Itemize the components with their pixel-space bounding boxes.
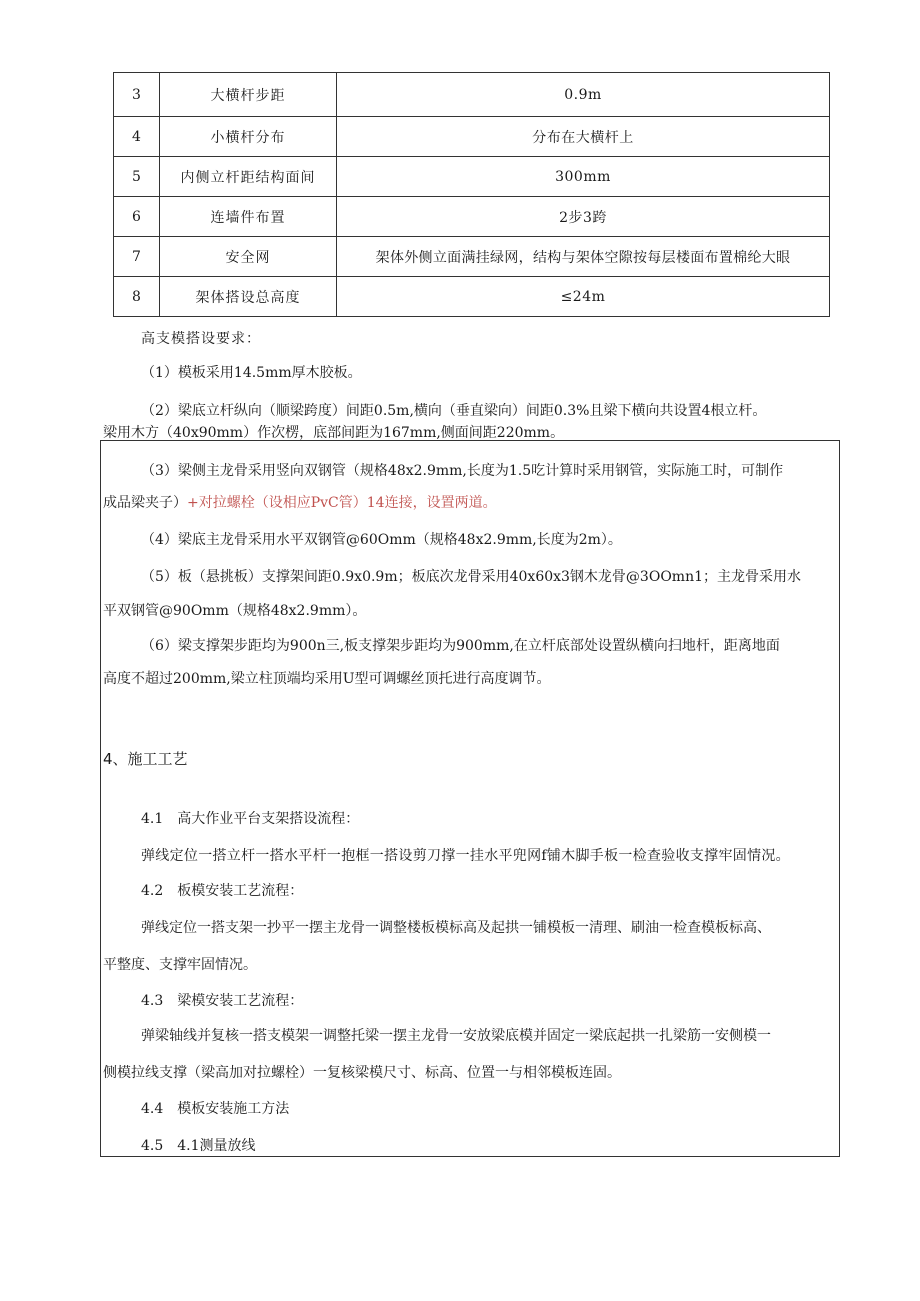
row-value: 架体外侧立面满挂绿网，结构与架体空隙按每层楼面布置棉纶大眼 xyxy=(337,237,830,277)
row-number: 3 xyxy=(114,73,160,117)
requirements-title: 高支模搭设要求： xyxy=(141,331,261,347)
requirement-3-line1: （3）梁侧主龙骨采用竖向双钢管（规格48x2.9mm,长度为1.5吃计算时采用钢管，实际施工时，可制作 xyxy=(141,463,784,479)
row-value: ≤24m xyxy=(337,277,830,317)
requirement-4: （4）梁底主龙骨采用水平双钢管@60Omm（规格48x2.9mm,长度为2m）。 xyxy=(141,532,622,548)
section-4-3-line2: 侧模拉线支撑（梁高加对拉螺栓）一复核梁模尺寸、标高、位置一与相邻模板连固。 xyxy=(103,1065,621,1081)
requirement-6-line2: 高度不超过200mm,梁立柱顶端均采用U型可调螺丝顶托进行高度调节。 xyxy=(103,671,551,687)
table-row xyxy=(114,157,830,197)
requirement-3-line2 xyxy=(103,492,497,512)
section-4-3-label: 4.3 梁模安装工艺流程： xyxy=(141,993,304,1009)
section-4-1-text: 弹线定位一搭立杆一搭水平杆一抱框一搭设剪刀撑一挂水平兜网f铺木脚手板一检查验收支撑牢固情况。 xyxy=(141,848,790,864)
requirement-3-text: 成品梁夹子） xyxy=(103,495,187,511)
table-row xyxy=(114,117,830,157)
requirement-5-line1: （5）板（悬挑板）支撑架间距0.9x0.9m；板底次龙骨采用40x60x3钢木龙骨@3OOmn1；主龙骨采用水 xyxy=(141,569,801,585)
row-number: 8 xyxy=(114,277,160,317)
section-4-1-label: 4.1 高大作业平台支架搭设流程： xyxy=(141,811,360,827)
row-number: 6 xyxy=(114,197,160,237)
row-item: 小横杆分布 xyxy=(160,117,337,157)
section-4-2-line1: 弹线定位一搭支架一抄平一摆主龙骨一调整楼板模标高及起拱一铺模板一清理、刷油一检查模板标高、 xyxy=(141,920,771,936)
row-item: 连墙件布置 xyxy=(160,197,337,237)
row-number: 5 xyxy=(114,157,160,197)
row-number: 7 xyxy=(114,237,160,277)
requirement-6-line1: （6）梁支撑架步距均为900n三,板支撑架步距均为900mm,在立杆底部处设置纵横向扫地杆，距离地面 xyxy=(141,638,780,654)
table-row xyxy=(114,237,830,277)
section-4-2-line2: 平整度、支撑牢固情况。 xyxy=(103,957,257,973)
row-value: 2步3跨 xyxy=(337,197,830,237)
row-value: 300mm xyxy=(337,157,830,197)
requirement-5-line2: 平双钢管@90Omm（规格48x2.9mm）。 xyxy=(103,603,367,619)
table-row xyxy=(114,73,830,117)
parameter-table xyxy=(113,72,830,317)
table-row xyxy=(114,277,830,317)
row-item: 内侧立杆距结构面间 xyxy=(160,157,337,197)
table-row xyxy=(114,197,830,237)
requirement-3-red-text: +对拉螺栓（设相应PvC管）14连接，设置两道。 xyxy=(187,495,497,511)
section-4-3-line1: 弹梁轴线并复核一搭支模架一调整托梁一摆主龙骨一安放梁底模并固定一梁底起拱一扎梁筋一安侧模一 xyxy=(141,1028,771,1044)
row-item: 大横杆步距 xyxy=(160,73,337,117)
section-4-4: 4.4 模板安装施工方法 xyxy=(141,1101,290,1117)
requirement-2-line2: 梁用木方（40x90mm）作次楞，底部间距为167mm,侧面间距220mm。 xyxy=(103,425,565,441)
requirement-1: （1）模板采用14.5mm厚木胶板。 xyxy=(141,365,362,381)
row-value: 0.9m xyxy=(337,73,830,117)
requirement-2-line1: （2）梁底立杆纵向（顺梁跨度）间距0.5m,横向（垂直梁向）间距0.3%且梁下横向共设置4根立杆。 xyxy=(141,403,767,419)
row-number: 4 xyxy=(114,117,160,157)
section-title: 4、施工工艺 xyxy=(103,750,188,768)
section-4-2-label: 4.2 板模安装工艺流程： xyxy=(141,883,304,899)
row-item: 架体搭设总高度 xyxy=(160,277,337,317)
section-4-5: 4.5 4.1测量放线 xyxy=(141,1138,256,1154)
row-item: 安全网 xyxy=(160,237,337,277)
row-value: 分布在大横杆上 xyxy=(337,117,830,157)
